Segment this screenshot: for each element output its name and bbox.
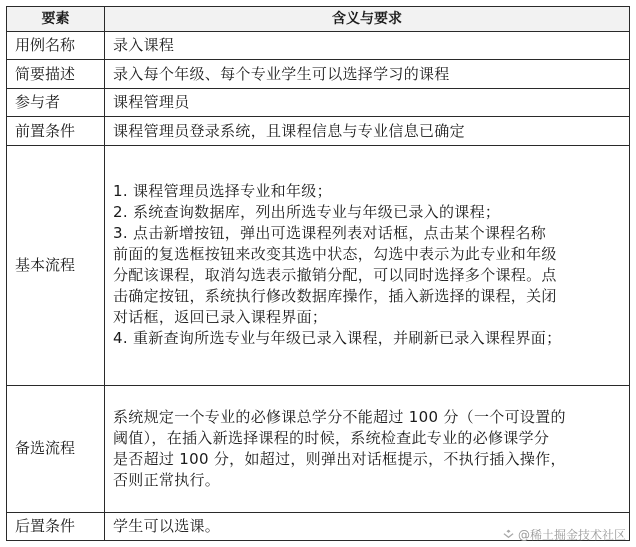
value-line: 是否超过 100 分，如超过，则弹出对话框提示，不执行插入操作， xyxy=(113,449,566,468)
value-line: 课程管理员 xyxy=(113,93,190,112)
watermark-text: @稀土掘金技术社区 xyxy=(517,528,626,542)
row-key: 后置条件 xyxy=(7,512,105,540)
value-line: 击确定按钮，系统执行修改数据库操作，插入新选择的课程，关闭 xyxy=(113,287,557,306)
row-key: 前置条件 xyxy=(7,117,105,145)
header-element: 要素 xyxy=(7,7,105,32)
value-line: 2. 系统查询数据库，列出所选专业与年级已录入的课程； xyxy=(113,203,501,222)
table-row-alternate-flow xyxy=(7,386,630,512)
table-row-brief-description xyxy=(7,60,630,88)
table-row-use-case-name xyxy=(7,32,630,60)
value-line: 对话框，返回已录入课程界面； xyxy=(113,308,328,327)
watermark xyxy=(502,526,626,543)
value-line: 3. 点击新增按钮，弹出可选课程列表对话框，点击某个课程名称 xyxy=(113,224,547,243)
value-line: 录入课程 xyxy=(113,36,175,55)
value-line: 否则正常执行。 xyxy=(113,470,221,489)
table-row-basic-flow xyxy=(7,145,630,385)
row-value xyxy=(105,32,630,60)
table-row-actor xyxy=(7,88,630,116)
row-key: 用例名称 xyxy=(7,32,105,60)
header-meaning: 含义与要求 xyxy=(105,7,630,32)
value-line: 4. 重新查询所选专业与年级已录入课程，并刷新已录入课程界面； xyxy=(113,329,562,348)
value-line: 阈值），在插入新选择课程的时候，系统检查此专业的必修课学分 xyxy=(113,428,550,447)
row-key: 参与者 xyxy=(7,88,105,116)
row-value xyxy=(105,386,630,512)
row-value xyxy=(105,145,630,385)
value-line: 1. 课程管理员选择专业和年级； xyxy=(113,182,332,201)
value-line: 录入每个年级、每个专业学生可以选择学习的课程 xyxy=(113,64,450,83)
value-line: 课程管理员登录系统，且课程信息与专业信息已确定 xyxy=(113,121,465,140)
use-case-spec-table xyxy=(6,6,630,541)
row-value xyxy=(105,117,630,145)
value-line: 前面的复选框按钮来改变其选中状态，勾选中表示为此专业和年级 xyxy=(113,245,557,264)
juejin-logo-icon xyxy=(502,528,515,541)
row-value xyxy=(105,88,630,116)
row-value xyxy=(105,60,630,88)
use-case-table-container xyxy=(6,6,630,541)
table-row-precondition xyxy=(7,117,630,145)
row-key: 备选流程 xyxy=(7,386,105,512)
value-line: 学生可以选课。 xyxy=(113,516,221,535)
row-key: 简要描述 xyxy=(7,60,105,88)
value-line: 分配该课程，取消勾选表示撤销分配，可以同时选择多个课程。点 xyxy=(113,266,557,285)
value-line: 系统规定一个专业的必修课总学分不能超过 100 分（一个可设置的 xyxy=(113,407,566,426)
table-header-row xyxy=(7,7,630,32)
row-key: 基本流程 xyxy=(7,145,105,385)
